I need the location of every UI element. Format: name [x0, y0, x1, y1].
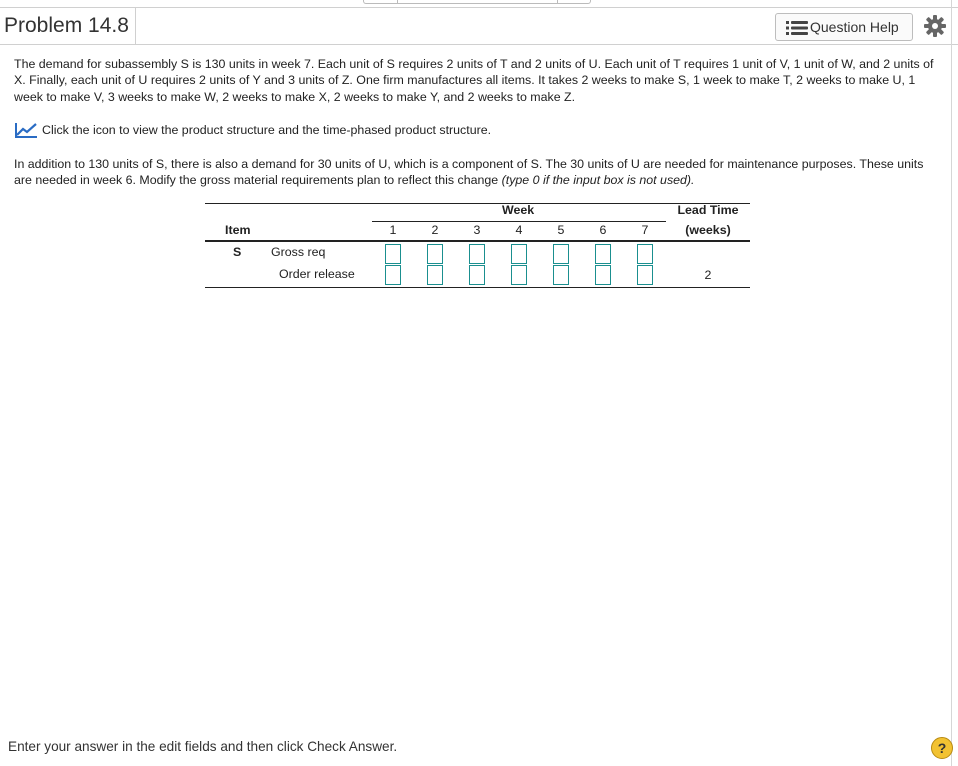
question-help-button[interactable] — [775, 13, 913, 41]
problem-statement: The demand for subassembly S is 130 units in week 7. Each unit of S requires 2 units of T and 2 units of U. Each unit of T requires 1 unit of V, 1 unit of W, and 2 units of X. Finally, each unit of U requires 2 units of Y and 3 units of Z. One firm manufactures all items. It takes 2 weeks to make S, 1 week to make T, 2 weeks to make U, 1 week to make V, 3 weeks to make W, 2 weeks to make X, 2 weeks to make Y, and 2 weeks to make Z. — [14, 57, 934, 104]
table-bottom-rule — [205, 287, 750, 288]
help-question-icon[interactable]: ? — [931, 737, 953, 759]
problem-body — [14, 56, 942, 188]
order-release-input[interactable] — [511, 265, 527, 285]
week-underline — [372, 221, 666, 222]
gross-req-input[interactable] — [595, 244, 611, 264]
para2-hint: (type 0 if the input box is not used). — [501, 173, 695, 188]
table-top-rule — [205, 203, 750, 204]
gross-req-label: Gross req — [271, 245, 326, 259]
para2-main: In addition to 130 units of S, there is also a demand for 30 units of U, which is a component of S. The 30 units of U are needed for maintenance purposes. These units are needed in week 6. Modify the gross material requirements plan to reflect this change — [14, 157, 924, 188]
week-number: 3 — [473, 223, 481, 237]
additional-demand-text — [14, 156, 942, 189]
week-number: 7 — [641, 223, 649, 237]
order-release-input[interactable] — [469, 265, 485, 285]
week-number: 4 — [515, 223, 523, 237]
order-release-input[interactable] — [385, 265, 401, 285]
header-bar — [0, 7, 958, 45]
chart-icon[interactable] — [14, 121, 38, 139]
list-icon — [786, 21, 808, 35]
order-release-label: Order release — [279, 267, 355, 281]
gross-req-input[interactable] — [427, 244, 443, 264]
footer-instruction: Enter your answer in the edit fields and then click Check Answer. — [8, 739, 398, 754]
week-number: 2 — [431, 223, 439, 237]
gross-req-input[interactable] — [469, 244, 485, 264]
question-help-label: Question Help — [810, 19, 899, 35]
item-header: Item — [225, 223, 251, 237]
week-number: 5 — [557, 223, 565, 237]
top-tab-strip — [363, 0, 591, 4]
page-title: Problem 14.8 — [0, 8, 136, 44]
gross-req-input[interactable] — [637, 244, 653, 264]
week-number: 1 — [389, 223, 397, 237]
order-release-input[interactable] — [595, 265, 611, 285]
product-structure-link[interactable] — [14, 120, 491, 140]
week-number: 6 — [599, 223, 607, 237]
item-s-label: S — [233, 245, 242, 259]
lead-time-unit: (weeks) — [685, 223, 731, 237]
lead-time-value: 2 — [704, 268, 712, 282]
week-header: Week — [502, 203, 535, 217]
header-rule — [205, 240, 750, 242]
order-release-input[interactable] — [427, 265, 443, 285]
order-release-input[interactable] — [553, 265, 569, 285]
gross-req-input[interactable] — [511, 244, 527, 264]
gear-icon[interactable] — [924, 15, 946, 37]
icon-link-text: Click the icon to view the product structure and the time-phased product structure. — [42, 122, 492, 137]
gross-req-input[interactable] — [385, 244, 401, 264]
gross-req-input[interactable] — [553, 244, 569, 264]
right-border — [951, 0, 952, 766]
lead-time-header: Lead Time — [677, 203, 739, 217]
order-release-input[interactable] — [637, 265, 653, 285]
